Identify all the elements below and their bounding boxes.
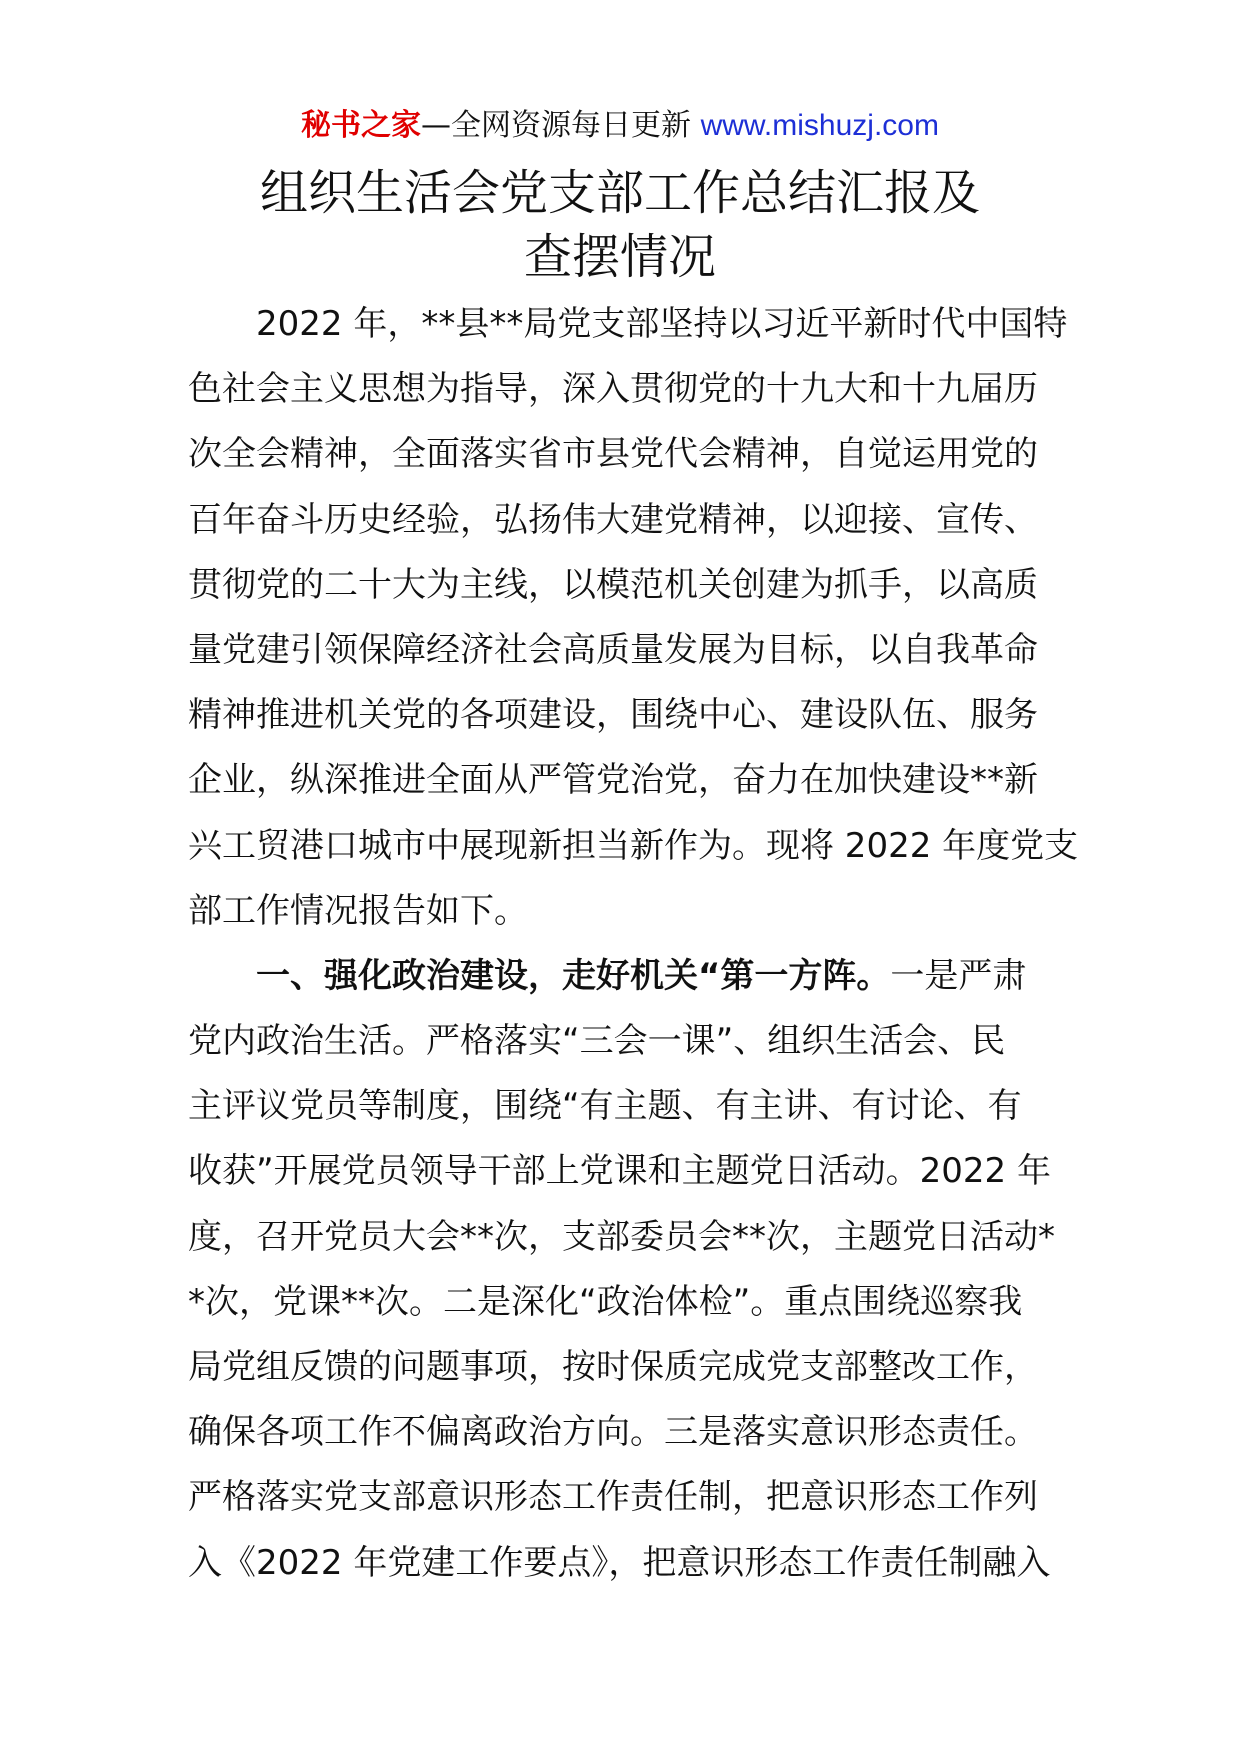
paragraph-2-line: 度，召开党员大会**次，支部委员会**次，主题党日活动* — [188, 1216, 1055, 1257]
paragraph-1-line: 兴工贸港口城市中展现新担当新作为。现将 2022 年度党支 — [188, 825, 1079, 866]
paragraph-2-line: 严格落实党支部意识形态工作责任制，把意识形态工作列 — [188, 1477, 1038, 1518]
paragraph-1-line: 次全会精神，全面落实省市县党代会精神，自觉运用党的 — [188, 434, 1038, 475]
paragraph-2-line: 确保各项工作不偏离政治方向。三是落实意识形态责任。 — [188, 1412, 1038, 1453]
paragraph-1-line: 2022 年，**县**局党支部坚持以习近平新时代中国特 — [256, 304, 1068, 344]
document-body — [188, 292, 1079, 1596]
paragraph-1-line: 量党建引领保障经济社会高质量发展为目标，以自我革命 — [188, 629, 1038, 670]
paragraph-1-line: 企业，纵深推进全面从严管党治党，奋力在加快建设**新 — [188, 760, 1038, 801]
paragraph-2-first-rest: 一是严肃 — [890, 955, 1027, 996]
paragraph-2-line: 入《2022 年党建工作要点》，把意识形态工作责任制融入 — [188, 1542, 1051, 1583]
banner-slogan: —全网资源每日更新 — [421, 108, 701, 143]
paragraph-2-line: 主评议党员等制度，围绕“有主题、有主讲、有讨论、有 — [188, 1086, 1022, 1127]
banner-brand: 秘书之家 — [301, 108, 422, 143]
paragraph-2-line: 收获”开展党员领导干部上党课和主题党日活动。2022 年 — [188, 1151, 1051, 1192]
paragraph-1-line: 色社会主义思想为指导，深入贯彻党的十九大和十九届历 — [188, 369, 1038, 410]
section-heading: 一、强化政治建设，走好机关“第一方阵。 — [256, 955, 891, 996]
paragraph-2-line: *次，党课**次。二是深化“政治体检”。重点围绕巡察我 — [188, 1281, 1023, 1322]
paragraph-1-line: 百年奋斗历史经验，弘扬伟大建党精神，以迎接、宣传、 — [188, 499, 1038, 540]
paragraph-2-first-line — [188, 944, 1058, 1009]
banner-url-link[interactable]: www.mishuzj.com — [700, 109, 939, 142]
site-banner — [0, 104, 1240, 148]
paragraph-1-line: 贯彻党的二十大为主线，以模范机关创建为抓手，以高质 — [188, 564, 1038, 605]
paragraph-1-line: 部工作情况报告如下。 — [188, 890, 528, 931]
paragraph-2-line: 党内政治生活。严格落实“三会一课”、组织生活会、民 — [188, 1021, 1006, 1062]
paragraph-2-line: 局党组反馈的问题事项，按时保质完成党支部整改工作， — [188, 1347, 1038, 1387]
document-title-line-2: 查摆情况 — [523, 229, 716, 285]
document-title-line-1: 组织生活会党支部工作总结汇报及 — [259, 165, 980, 221]
paragraph-1-line: 精神推进机关党的各项建设，围绕中心、建设队伍、服务 — [188, 695, 1038, 736]
